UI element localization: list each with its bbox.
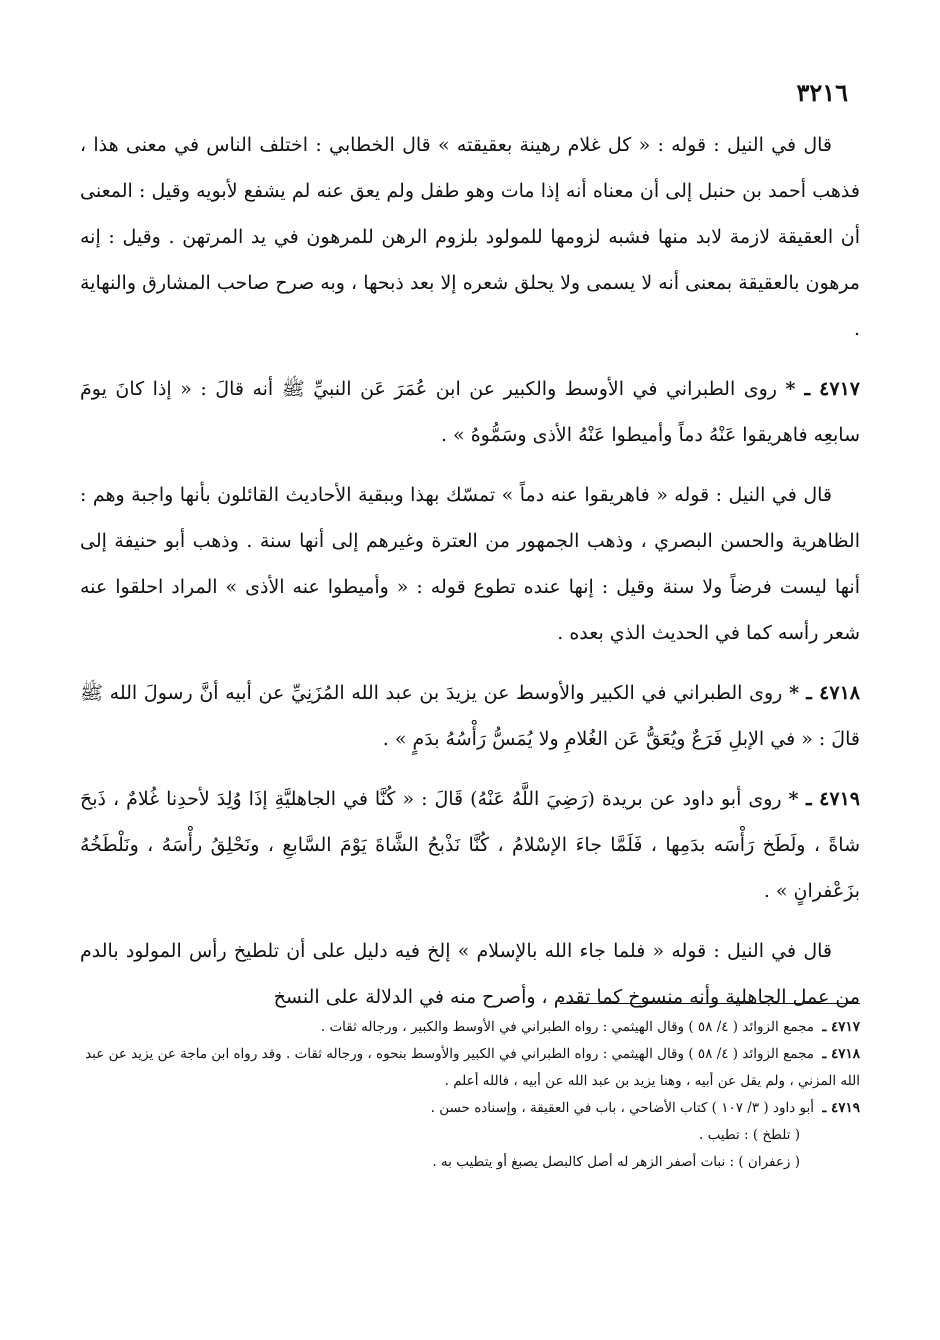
footnote-text: مجمع الزوائد ( ٤/ ٥٨ ) وقال الهيثمي : رواه الطبراني في الأوسط والكبير ، ورجاله ثقات . (320, 1019, 815, 1035)
main-text (80, 122, 860, 1034)
hadith-paragraph (80, 366, 860, 458)
commentary-paragraph (80, 472, 860, 656)
hadith-text: روى الطبراني في الكبير والأوسط عن يزيدَ بن عبد الله المُزَنِيِّ عن أبيه أنَّ رسولَ الله ﷺ قالَ : « في الإبلِ فَرَعٌ ويُعَقُّ عَن الغُلامِ ولا يُمَسُّ رَأْسُهُ بدَمٍ » . (80, 682, 860, 750)
hadith-number: ٤٧١٨ ـ * (789, 682, 860, 704)
hadith-text: روى الطبراني في الأوسط والكبير عن ابن عُمَرَ عَن النبيِّ ﷺ أنه قالَ : « إذا كانَ يومَ سابعِه فاهريقوا عَنْهُ دماً وأميطوا عَنْهُ الأذى وسَمُّوهُ » . (80, 378, 860, 446)
commentary-paragraph (80, 122, 860, 352)
gloss-note: ( تلطخ ) : تطيب . (698, 1127, 800, 1143)
footnote-number: ٤٧١٨ ـ (822, 1046, 860, 1062)
hadith-number: ٤٧١٩ ـ * (788, 788, 860, 810)
footnote-separator (560, 1003, 860, 1004)
footnote (80, 1041, 860, 1095)
hadith-paragraph (80, 776, 860, 914)
commentary-paragraph (80, 928, 860, 1020)
footnote (80, 1014, 860, 1041)
footnote-text: أبو داود ( ٣/ ١٠٧ ) كتاب الأضاحي ، باب في العقيقة ، وإسناده حسن . (430, 1100, 815, 1116)
page-number: ٣٢١٦ (796, 78, 848, 107)
footnote-text: مجمع الزوائد ( ٤/ ٥٨ ) وقال الهيثمي : رواه الطبراني في الكبير والأوسط بنحوه ، ورجاله ثقات . وقد رواه ابن ماجة عن يزيد عن عبد الله المزني ، ولم يقل عن أبيه ، وهنا يزيد بن عبد الله عن أبيه ، فالله أعلم . (85, 1046, 860, 1089)
hadith-number: ٤٧١٧ ـ * (785, 378, 860, 400)
hadith-paragraph (80, 670, 860, 762)
hadith-text: روى أبو داود عن بريدة (رَضِيَ اللَّهُ عَنْهُ) قَالَ : « كُنَّا في الجاهليَّةِ إذَا وُلِدَ لأحدِنا غُلامٌ ، ذَبحَ شاةً ، ولَطَخ رَأْسَه بدَمِها ، فَلَمَّا جاءَ الإسْلامُ ، كُنَّا نَذْبحُ الشَّاةَ يَوْمَ السَّابعِ ، ونَحْلِقُ رأْسَهُ ، ونَلْطَخُهُ بزَعْفرانٍ » . (80, 788, 860, 902)
gloss-note: ( زعفران ) : نبات أصفر الزهر له أصل كالبصل يصبغ أو يتطيب به . (432, 1154, 800, 1170)
footnotes (80, 1014, 860, 1176)
footnote (80, 1095, 860, 1122)
footnote-number: ٤٧١٧ ـ (822, 1019, 860, 1035)
footnote-number: ٤٧١٩ ـ (822, 1100, 860, 1116)
paragraph-text: قال في النيل : قوله « فلما جاء الله بالإسلام » إلخ فيه دليل على أن تلطيخ رأس المولود بالدم من عمل الجاهلية وأنه منسوخ كما تقدم ، وأصرح منه في الدلالة على النسخ (80, 940, 860, 1008)
paragraph-text: قال في النيل : قوله : « كل غلام رهينة بعقيقته » قال الخطابي : اختلف الناس في معنى هذا ، فذهب أحمد بن حنبل إلى أن معناه أنه إذا مات وهو طفل ولم يعق عنه لم يشفع لأبويه وقيل : المعنى أن العقيقة لازمة لابد منها فشبه لزومها للمولود بلزوم الرهن للمرهون في يد المرتهن . وقيل : إنه مرهون بالعقيقة بمعنى أنه لا يسمى ولا يحلق شعره إلا بعد ذبحها ، وبه صرح صاحب المشارق والنهاية . (80, 134, 860, 340)
paragraph-text: قال في النيل : قوله « فاهريقوا عنه دماً » تمسّك بهذا وببقية الأحاديث القائلون بأنها واجبة وهم : الظاهرية والحسن البصري ، وذهب الجمهور من العترة وغيرهم إلى أنها سنة . وذهب أبو حنيفة إلى أنها ليست فرضاً ولا سنة وقيل : إنها عنده تطوع قوله : « وأميطوا عنه الأذى » المراد احلقوا عنه شعر رأسه كما في الحديث الذي بعده . (80, 484, 860, 644)
